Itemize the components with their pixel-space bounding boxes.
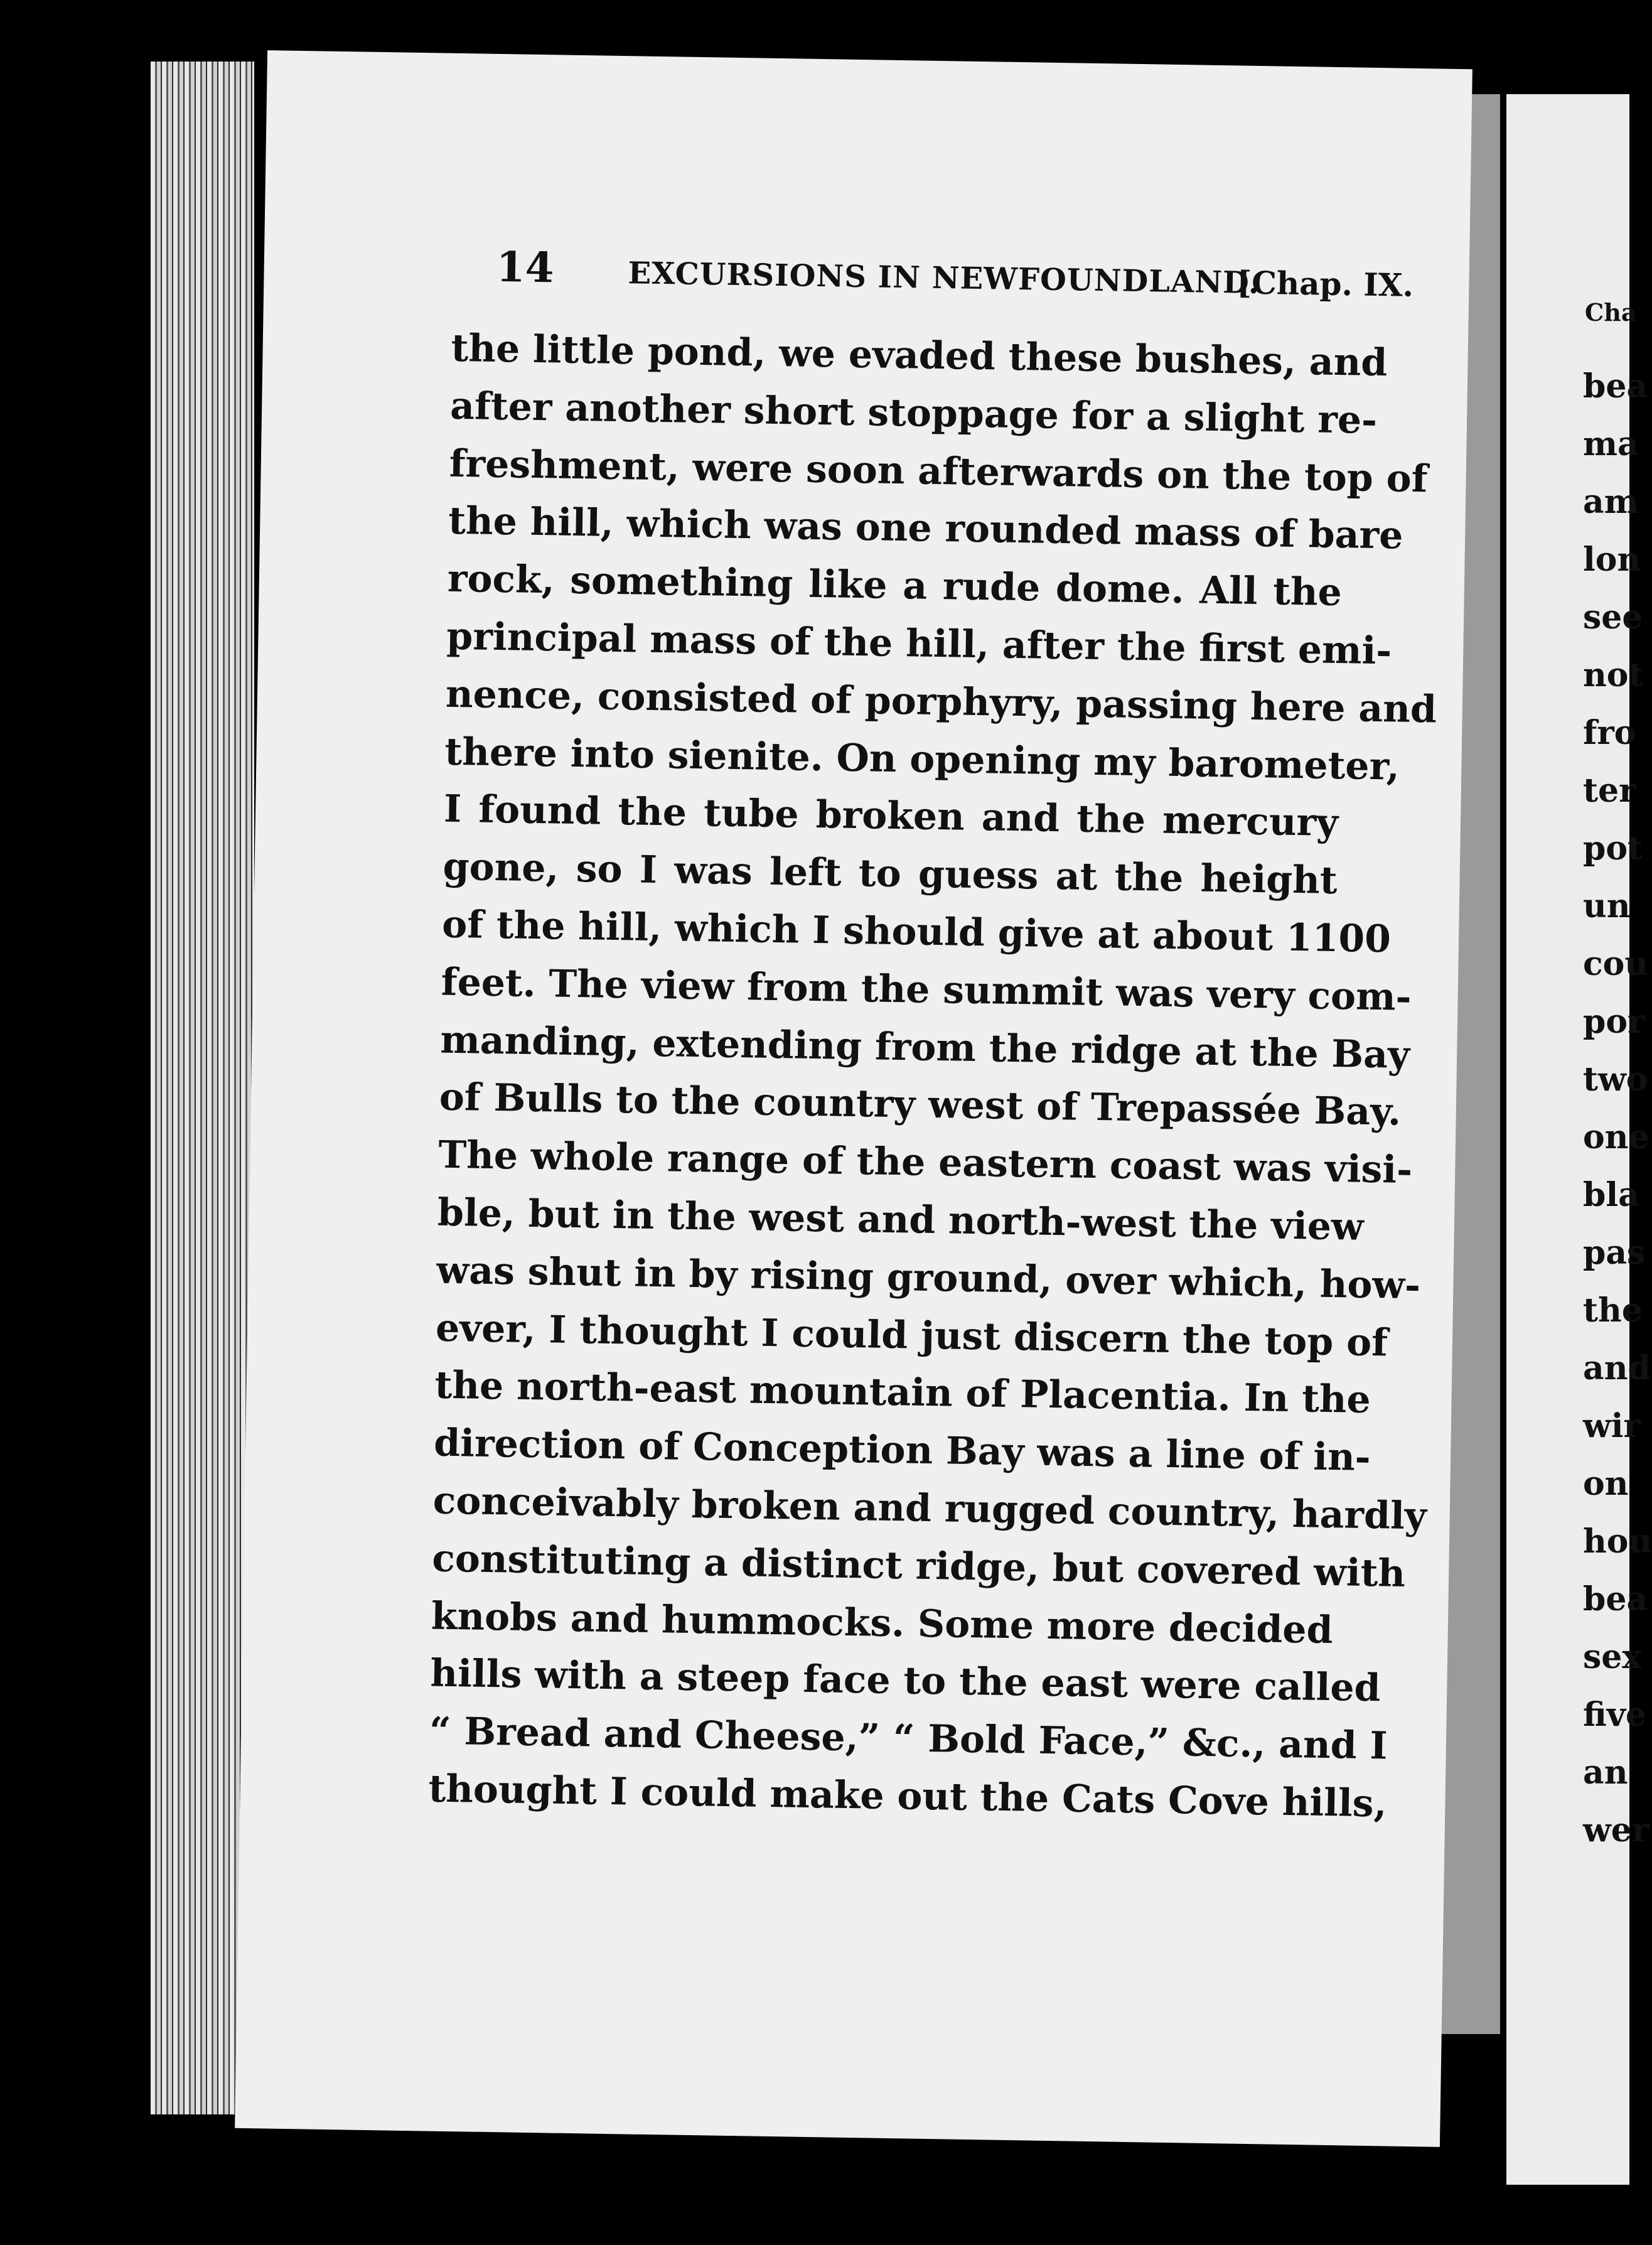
text-line: hills with a steep face to the east were called: [429, 1651, 1381, 1711]
facing-page-line-fragment: ma: [1583, 425, 1639, 463]
text-line: rock, something like a rude dome. All the: [447, 556, 1343, 615]
body-text: [428, 320, 1437, 1833]
text-line: the north-east mountain of Placentia. In the: [434, 1363, 1371, 1423]
text-line: after another short stoppage for a slight re-: [449, 384, 1378, 443]
facing-page-line-fragment: fro: [1583, 714, 1636, 752]
facing-page-line-fragment: the: [1583, 1291, 1643, 1330]
text-line: The whole range of the eastern coast was visi-: [437, 1133, 1413, 1193]
running-title: EXCURSIONS IN NEWFOUNDLAND.: [628, 256, 1260, 301]
text-line: freshment, were soon afterwards on the top of: [449, 441, 1429, 501]
facing-page-line-fragment: bea: [1583, 367, 1648, 406]
chapter-label: [Chap. IX.: [1236, 264, 1414, 304]
text-line: of Bulls to the country west of Trepassée Bay.: [439, 1075, 1402, 1135]
facing-page-line-fragment: wir: [1583, 1407, 1641, 1445]
facing-page-line-fragment: one: [1583, 1118, 1649, 1156]
text-line: thought I could make out the Cats Cove hills,: [428, 1767, 1387, 1826]
text-line: principal mass of the hill, after the first emi-: [446, 614, 1392, 674]
facing-page-line-fragment: un: [1583, 887, 1631, 925]
text-line: gone, so I was left to guess at the height: [442, 844, 1338, 903]
text-line: “ Bread and Cheese,” “ Bold Face,” &c., and I: [429, 1709, 1388, 1769]
text-line: ever, I thought I could just discern the top of: [435, 1306, 1388, 1365]
text-line: ble, but in the west and north-west the view: [437, 1190, 1365, 1249]
text-line: feet. The view from the summit was very com-: [441, 960, 1412, 1020]
facing-page-line-fragment: two: [1583, 1060, 1648, 1099]
facing-page-line-fragment: cou: [1583, 945, 1649, 983]
facing-page-line-fragment: bea: [1583, 1580, 1648, 1618]
facing-page-line-fragment: sex: [1583, 1638, 1642, 1676]
text-line: knobs and hummocks. Some more decided: [431, 1594, 1334, 1652]
text-line: there into sienite. On opening my barometer,: [444, 729, 1400, 789]
text-line: direction of Conception Bay was a line of in-: [433, 1421, 1371, 1480]
text-line: was shut in by rising ground, over which, how-: [436, 1248, 1421, 1308]
facing-page-text-fragments: [1583, 358, 1652, 1860]
facing-page-line-fragment: wer: [1583, 1811, 1649, 1849]
page-number: 14: [496, 242, 555, 293]
facing-page-line-fragment: and: [1583, 1349, 1651, 1387]
page-edge-stack: [151, 62, 254, 2114]
text-line: the hill, which was one rounded mass of bare: [448, 499, 1403, 559]
facing-page-line-fragment: hou: [1583, 1522, 1652, 1561]
facing-page-line-fragment: not: [1583, 656, 1644, 694]
facing-page-line-fragment: five: [1583, 1696, 1647, 1734]
facing-page-line-fragment: pas: [1583, 1234, 1646, 1272]
facing-page-line-fragment: on: [1583, 1465, 1629, 1503]
facing-page-line-fragment: see: [1583, 598, 1643, 637]
text-line: I found the tube broken and the mercury: [443, 787, 1339, 846]
facing-page-line-fragment: ter: [1583, 772, 1636, 810]
text-line: manding, extending from the ridge at the Bay: [439, 1018, 1410, 1077]
facing-page-line-fragment: am: [1583, 483, 1639, 521]
text-line: conceivably broken and rugged country, hardly: [432, 1478, 1427, 1539]
book-page: [235, 50, 1472, 2147]
facing-page-line-fragment: lon: [1583, 541, 1641, 579]
facing-page-line-fragment: por: [1583, 1003, 1645, 1041]
text-line: the little pond, we evaded these bushes, and: [451, 326, 1388, 385]
text-line: of the hill, which I should give at about 1100: [441, 902, 1392, 962]
text-line: nence, consisted of porphyry, passing here and: [445, 672, 1437, 732]
facing-page-line-fragment: pot: [1583, 829, 1643, 868]
facing-page-line-fragment: an: [1583, 1753, 1628, 1792]
facing-page-line-fragment: bla: [1583, 1176, 1639, 1214]
text-line: constituting a distinct ridge, but covered with: [431, 1536, 1406, 1596]
facing-page-header-fragment: Cha: [1585, 298, 1637, 326]
